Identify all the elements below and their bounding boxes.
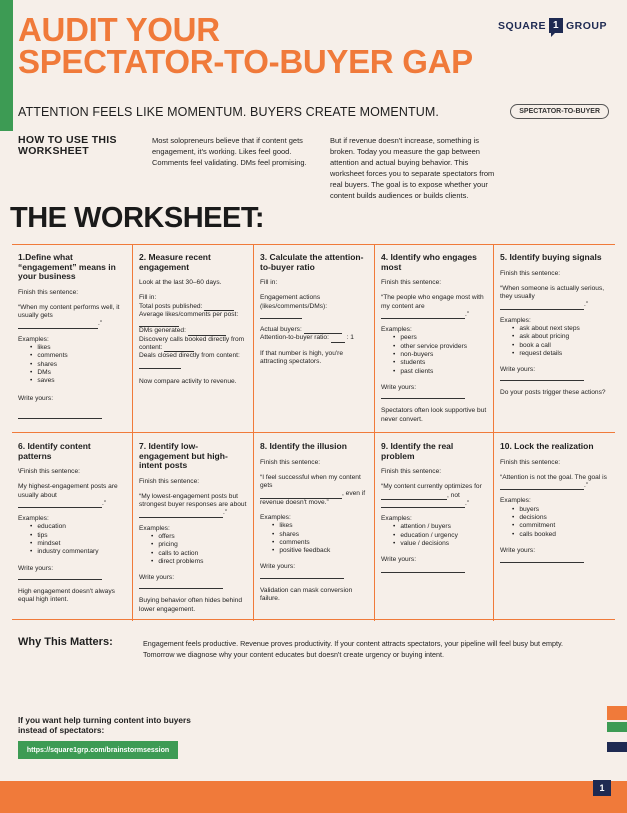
decor-block <box>607 742 627 752</box>
step-2 <box>133 247 253 399</box>
list-item: • commitment <box>512 522 609 530</box>
list-item: • likes <box>30 344 126 352</box>
write-label: Write yours: <box>500 546 536 554</box>
step-10 <box>494 436 615 569</box>
write-line[interactable] <box>18 412 102 419</box>
fill-label: Fill in: <box>139 294 157 302</box>
list-item: • book a call <box>512 342 609 350</box>
list-item: • students <box>393 359 487 367</box>
examples-list <box>500 506 609 539</box>
step-instruction: Finish this sentence: <box>139 477 200 485</box>
step-title: 7. Identify low-engagement but high-intent posts <box>139 441 228 470</box>
field-row: Average likes/comments per post: <box>139 311 247 328</box>
worksheet-grid <box>12 244 615 620</box>
list-item: • mindset <box>30 540 126 548</box>
step-title: 4. Identify who engages most <box>381 252 477 272</box>
cta-text: If you want help turning content into buyers instead of spectators: <box>18 715 191 735</box>
tag-pill: SPECTATOR-TO-BUYER <box>510 104 609 119</box>
blank-line[interactable] <box>18 501 102 508</box>
decor-block <box>607 706 627 720</box>
step-title: 2. Measure recent engagement <box>139 252 211 272</box>
step-outro: Now compare activity to revenue. <box>139 377 237 385</box>
step-prompt: My highest-engagement posts are usually about .” <box>18 483 118 507</box>
list-item: • request details <box>512 350 609 358</box>
step-instruction: Finish this sentence: <box>381 468 442 475</box>
examples-label: Examples: <box>18 335 49 343</box>
step-title: 10. Lock the realization <box>500 441 594 451</box>
blank-line[interactable] <box>381 501 465 508</box>
list-item: • decisions <box>512 514 609 522</box>
write-label: Write yours: <box>139 574 175 582</box>
list-item: • value / decisions <box>393 540 487 548</box>
logo-text-left: SQUARE <box>498 19 546 32</box>
write-line[interactable] <box>381 566 465 573</box>
list-item: • ask about next steps <box>512 325 609 333</box>
step-prompt: “Attention is not the goal. The goal is .” <box>500 473 607 490</box>
examples-list <box>381 523 487 548</box>
logo-text-right: GROUP <box>565 19 607 32</box>
list-item: • pricing <box>151 541 247 549</box>
howto-title: HOW TO USE THIS WORKSHEET <box>18 134 117 157</box>
step-instruction: Finish this sentence: <box>260 458 321 466</box>
examples-list <box>139 533 247 566</box>
write-line[interactable] <box>500 374 584 381</box>
list-item: • direct problems <box>151 558 247 566</box>
step-outro: High engagement doesn't always equal high intent. <box>18 587 115 604</box>
list-item: • education / urgency <box>393 532 487 540</box>
blank-line[interactable] <box>18 322 98 329</box>
list-item: • non-buyers <box>393 351 487 359</box>
list-item: • past clients <box>393 368 487 376</box>
examples-label: Examples: <box>18 515 49 523</box>
accent-bar <box>0 0 13 131</box>
step-outro: Do your posts trigger these actions? <box>500 389 606 397</box>
write-label: Write yours: <box>381 556 417 564</box>
blank-line[interactable] <box>139 511 223 518</box>
step-8 <box>254 436 374 616</box>
subtitle: ATTENTION FEELS LIKE MOMENTUM. BUYERS CREATE MOMENTUM. <box>18 105 439 119</box>
write-line[interactable] <box>260 572 344 579</box>
write-line[interactable] <box>18 573 102 580</box>
write-label: Write yours: <box>18 395 54 403</box>
write-label: Write yours: <box>18 564 54 572</box>
why-text: Engagement feels productive. Revenue proves productivity. If your content attracts spectators, your pipeline will feel busy but empty. Tomorrow we diagnose why your content educates but doesn't create urgency or buying intent. <box>143 639 564 659</box>
step-prompt: “My content currently optimizes for , not .” <box>381 483 482 507</box>
list-item: • shares <box>272 531 368 539</box>
step-outro: Spectators often look supportive but never convert. <box>381 407 487 423</box>
list-item: • comments <box>30 352 126 360</box>
examples-list <box>260 522 368 555</box>
field-row: Attention-to-buyer ratio: : 1 <box>260 334 354 342</box>
step-7 <box>133 436 253 627</box>
step-title: 1.Define what “engagement” means in your business <box>18 252 116 281</box>
list-item: • other service providers <box>393 343 487 351</box>
blank-line[interactable] <box>381 493 447 500</box>
field-row: Actual buyers: <box>260 326 368 334</box>
worksheet-title: THE WORKSHEET: <box>10 202 264 234</box>
step-instruction: Finish this sentence: <box>500 269 561 277</box>
write-label: Write yours: <box>260 563 296 571</box>
step-intro: Look at the last 30–60 days. <box>139 279 222 286</box>
blank-line[interactable] <box>381 312 465 319</box>
examples-label: Examples: <box>500 316 531 324</box>
step-6 <box>12 436 132 618</box>
examples-label: Examples: <box>260 513 291 521</box>
step-title: 8. Identify the illusion <box>260 441 347 451</box>
decor-block <box>607 722 627 732</box>
write-line[interactable] <box>500 556 584 563</box>
step-4 <box>375 247 493 437</box>
step-5 <box>494 247 615 411</box>
field-row: Deals closed directly from content: <box>139 352 247 369</box>
list-item: • education <box>30 523 126 531</box>
brand-logo <box>498 18 607 33</box>
list-item: • DMs <box>30 369 126 377</box>
step-prompt: “I feel successful when my content gets , even if revenue doesn't move.” <box>260 473 366 506</box>
grid-divider <box>12 432 615 433</box>
step-prompt: “When someone is actually serious, they usually .” <box>500 284 605 309</box>
list-item: • ask about pricing <box>512 333 609 341</box>
step-outro: Validation can mask conversion failure. <box>260 586 353 603</box>
list-item: • calls booked <box>512 531 609 539</box>
list-item: • shares <box>30 361 126 369</box>
howto-paragraph-2: But if revenue doesn't increase, something is broken. Today you measure the gap between attention and actual buying behavior. This worksheet forces you to separate spectators from real buyers. The goal is to expose whether your content builds audiences or builds clients. <box>330 136 495 200</box>
step-9 <box>375 436 493 579</box>
logo-box: 1 <box>549 18 563 33</box>
field-row: Discovery calls booked directly from content: <box>139 335 245 352</box>
step-3 <box>254 247 374 379</box>
list-item: • calls to action <box>151 550 247 558</box>
cta-link-button[interactable]: https://square1grp.com/brainstormsession <box>18 741 178 759</box>
step-title: 5. Identify buying signals <box>500 252 602 262</box>
write-label: Write yours: <box>500 366 536 374</box>
examples-label: Examples: <box>381 326 412 334</box>
write-line[interactable] <box>139 582 223 589</box>
title-line-2: SPECTATOR-TO-BUYER GAP <box>18 43 473 80</box>
step-outro: If that number is high, you're attracting spectators. <box>260 349 343 366</box>
step-instruction: \Finish this sentence: <box>18 468 80 475</box>
write-line[interactable] <box>381 392 465 399</box>
list-item: • attention / buyers <box>393 523 487 531</box>
howto-paragraph-1: Most solopreneurs believe that if content gets engagement, it's working. Likes feel good. Comments feel validating. DMs feel promising. <box>152 136 307 167</box>
list-item: • positive feedback <box>272 547 368 555</box>
step-prompt: “The people who engage most with my content are .” <box>381 294 484 318</box>
list-item: • offers <box>151 533 247 541</box>
examples-list <box>381 334 487 375</box>
step-instruction: Finish this sentence: <box>500 458 561 466</box>
blank-line[interactable] <box>260 492 342 499</box>
step-title: 9. Identify the real problem <box>381 441 454 461</box>
field-row: DMs generated: <box>139 327 247 335</box>
list-item: • comments <box>272 539 368 547</box>
examples-label: Examples: <box>139 524 170 532</box>
examples-list <box>18 523 126 556</box>
list-item: • likes <box>272 522 368 530</box>
list-item: • buyers <box>512 506 609 514</box>
list-item: • tips <box>30 532 126 540</box>
step-title: 3. Calculate the attention-to-buyer ratio <box>260 252 364 272</box>
page-title <box>18 11 473 80</box>
examples-list <box>500 325 609 358</box>
field-row: Total posts published: <box>139 303 247 311</box>
step-instruction: Finish this sentence: <box>381 279 442 286</box>
field-row: Engagement actions (likes/comments/DMs): <box>260 294 368 319</box>
step-1 <box>12 247 132 425</box>
why-title: Why This Matters: <box>18 636 113 648</box>
list-item: • saves <box>30 377 126 385</box>
examples-label: Examples: <box>500 497 531 505</box>
step-prompt: “When my content performs well, it usually gets .” <box>18 303 120 328</box>
blank-line[interactable] <box>500 303 584 310</box>
step-instruction: Finish this sentence: <box>18 288 79 296</box>
list-item: • industry commentary <box>30 548 126 556</box>
footer-logo: 1 <box>593 780 611 796</box>
examples-list <box>18 344 126 385</box>
footer-bar <box>0 781 627 813</box>
list-item: • peers <box>393 334 487 342</box>
examples-label: Examples: <box>381 515 412 523</box>
step-prompt: “My lowest-engagement posts but strongest buyer responses are about .” <box>139 492 247 517</box>
write-label: Write yours: <box>381 383 417 391</box>
fill-label: Fill in: <box>260 279 278 286</box>
step-outro: Buying behavior often hides behind lower engagement. <box>139 597 243 613</box>
blank-line[interactable] <box>500 483 584 490</box>
title-line-1: AUDIT YOUR <box>18 11 220 48</box>
step-title: 6. Identify content patterns <box>18 441 91 461</box>
